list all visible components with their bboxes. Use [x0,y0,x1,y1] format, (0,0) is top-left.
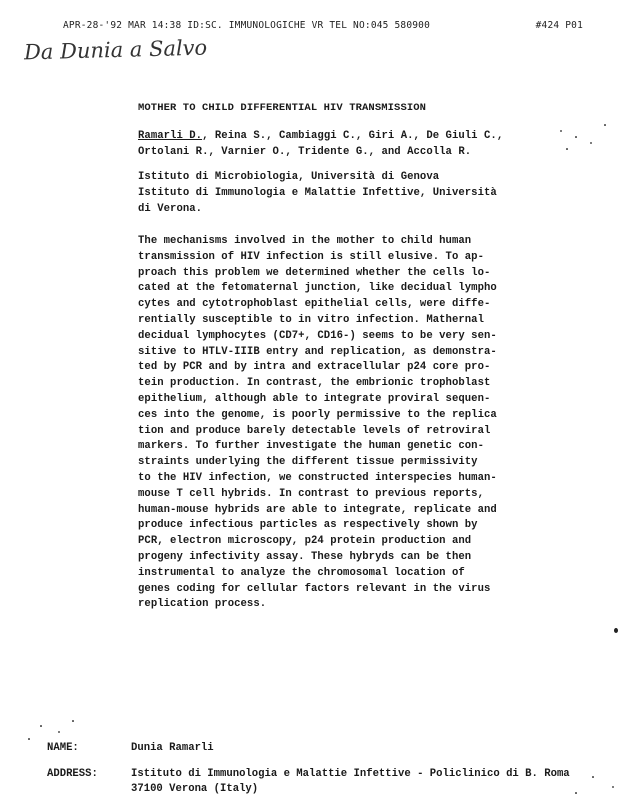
abstract-line: proach this problem we determined whether the cells lo- [138,266,491,279]
scan-speck [58,731,60,733]
abstract-line: ted by PCR and by intra and extracellular p24 core pro- [138,361,491,374]
scan-speck [28,738,30,740]
scan-speck [592,776,594,778]
scan-speck [604,124,606,126]
abstract-line: markers. To further investigate the human genetic con- [138,440,484,453]
name-label: NAME: [47,742,79,754]
abstract-line: replication process. [138,598,267,611]
abstract-body [138,234,497,613]
abstract-line: mouse T cell hybrids. In contrast to previous reports, [138,487,484,500]
abstract-line: PCR, electron microscopy, p24 protein production and [138,535,472,548]
institution-line: Istituto di Microbiologia, Università di Genova [138,171,440,183]
scan-speck [72,720,74,722]
fax-page-number: #424 P01 [535,20,583,31]
scan-speck [560,130,562,132]
abstract-line: straints underlying the different tissue permissivity [138,456,478,469]
abstract-line: The mechanisms involved in the mother to child human [138,235,472,247]
scan-speck [590,142,592,144]
scan-speck [575,136,577,138]
handwritten-note: Da Dunia a Salvo [23,35,208,65]
fax-header-info: APR-28-'92 MAR 14:38 ID:SC. IMMUNOLOGICHE VR TEL NO:045 580900 [63,20,431,31]
fax-header [63,20,583,31]
abstract-line: ces into the genome, is poorly permissive to the replica [138,408,497,421]
address-line-2: 37100 Verona (Italy) [131,783,259,795]
document-title: MOTHER TO CHILD DIFFERENTIAL HIV TRANSMISSION [138,102,427,114]
abstract-line: cytes and cytotrophoblast epithelial cells, were diffe- [138,298,491,311]
abstract-line: genes coding for cellular factors relevant in the virus [138,582,491,595]
scan-speck [566,148,568,150]
abstract-line: tion and produce barely detectable levels of retroviral [138,424,491,437]
first-author: Ramarli D. [138,130,203,142]
abstract-line: produce infectious particles as respectively shown by [138,519,478,532]
institutions [138,170,497,217]
name-value: Dunia Ramarli [131,742,214,754]
abstract-line: epithelium, although able to integrate proviral sequen- [138,392,491,405]
scan-speck [614,628,618,633]
institution-line: di Verona. [138,202,203,215]
abstract-line: rentially susceptible to in vitro infection. Mathernal [138,313,484,326]
abstract-line: decidual lymphocytes (CD7+, CD16-) seems to be very sen- [138,329,497,342]
address-line-1: Istituto di Immunologia e Malattie Infettive - Policlinico di B. Roma [131,768,570,780]
abstract-line: transmission of HIV infection is still elusive. To ap- [138,250,484,263]
address-label: ADDRESS: [47,768,98,780]
abstract-line: sitive to HTLV-IIIB entry and replication, as demonstra- [138,345,497,358]
author-line-1 [138,129,503,145]
scan-speck [40,725,42,727]
abstract-line: tein production. In contrast, the embrionic trophoblast [138,377,491,390]
author-line-2: Ortolani R., Varnier O., Tridente G., and Accolla R. [138,145,472,158]
abstract-line: to the HIV infection, we constructed interspecies human- [138,471,497,484]
abstract-line: instrumental to analyze the chromosomal location of [138,566,465,579]
scan-speck [612,786,614,788]
abstract-line: cated at the fetomaternal junction, like decidual lympho [138,282,497,295]
abstract-line: human-mouse hybrids are able to integrate, replicate and [138,503,497,516]
abstract-line: progeny infectivity assay. These hybryds can be then [138,550,472,563]
scan-speck [575,792,577,794]
authors-rest: , Reina S., Cambiaggi C., Giri A., De Giuli C., [202,130,504,142]
institution-line: Istituto di Immunologia e Malattie Infettive, Università [138,186,497,199]
author-list [138,129,503,161]
